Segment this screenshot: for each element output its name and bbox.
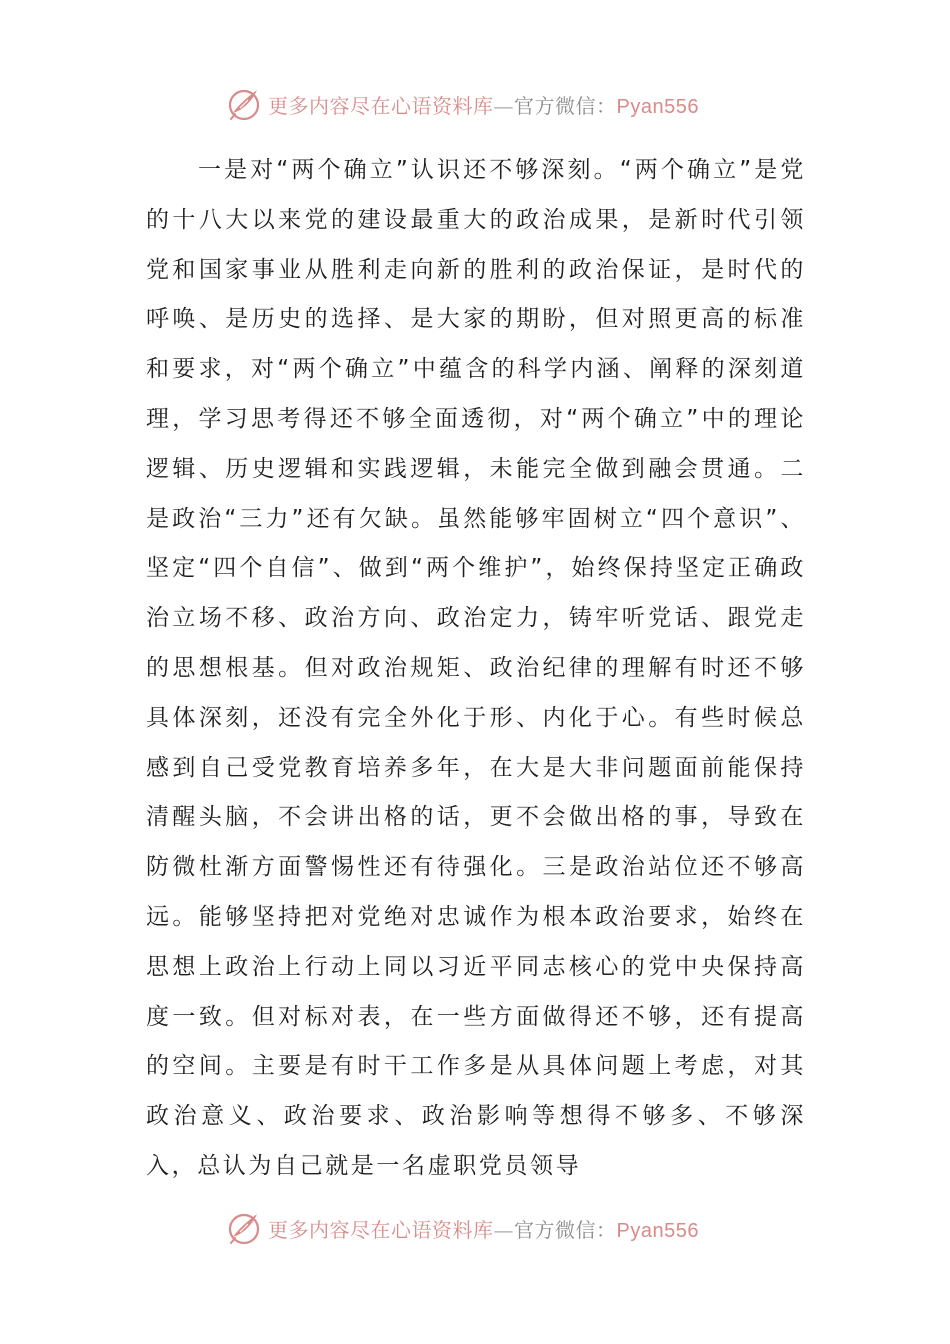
watermark-separator: — — [493, 93, 514, 118]
watermark-main: 更多内容尽在心语资料库 — [268, 1217, 494, 1242]
watermark-text — [268, 90, 699, 119]
watermark-header — [226, 84, 746, 124]
watermark-id: Pyan556 — [616, 95, 699, 118]
watermark-sub: 官方微信： — [514, 1217, 617, 1242]
watermark-main: 更多内容尽在心语资料库 — [268, 93, 494, 118]
watermark-footer — [226, 1208, 746, 1248]
watermark-id: Pyan556 — [616, 1219, 699, 1242]
watermark-separator: — — [493, 1217, 514, 1242]
quill-logo-icon — [226, 86, 262, 122]
body-paragraph: 一是对“两个确立”认识还不够深刻。“两个确立”是党的十八大以来党的建设最重大的政治成果，是新时代引领党和国家事业从胜利走向新的胜利的政治保证，是时代的呼唤、是历史的选择、是大家的期盼，但对照更高的标准和要求，对“两个确立”中蕴含的科学内涵、阐释的深刻道理，学习思考得还不够全面透彻，对“两个确立”中的理论逻辑、历史逻辑和实践逻辑，未能完全做到融会贯通。二是政治“三力”还有欠缺。虽然能够牢固树立“四个意识”、坚定“四个自信”、做到“两个维护”，始终保持坚定正确政治立场不移、政治方向、政治定力，铸牢听党话、跟党走的思想根基。但对政治规矩、政治纪律的理解有时还不够具体深刻，还没有完全外化于形、内化于心。有些时候总感到自己受党教育培养多年，在大是大非问题面前能保持清醒头脑，不会讲出格的话，更不会做出格的事，导致在防微杜渐方面警惕性还有待强化。三是政治站位还不够高远。能够坚持把对党绝对忠诚作为根本政治要求，始终在思想上政治上行动上同以习近平同志核心的党中央保持高度一致。但对标对表，在一些方面做得还不够，还有提高的空间。主要是有时干工作多是从具体问题上考虑，对其政治意义、政治要求、政治影响等想得不够多、不够深入，总认为自己就是一名虚职党员领导 — [146, 157, 806, 1179]
quill-logo-icon — [226, 1210, 262, 1246]
watermark-text — [268, 1214, 699, 1243]
watermark-sub: 官方微信： — [514, 93, 617, 118]
